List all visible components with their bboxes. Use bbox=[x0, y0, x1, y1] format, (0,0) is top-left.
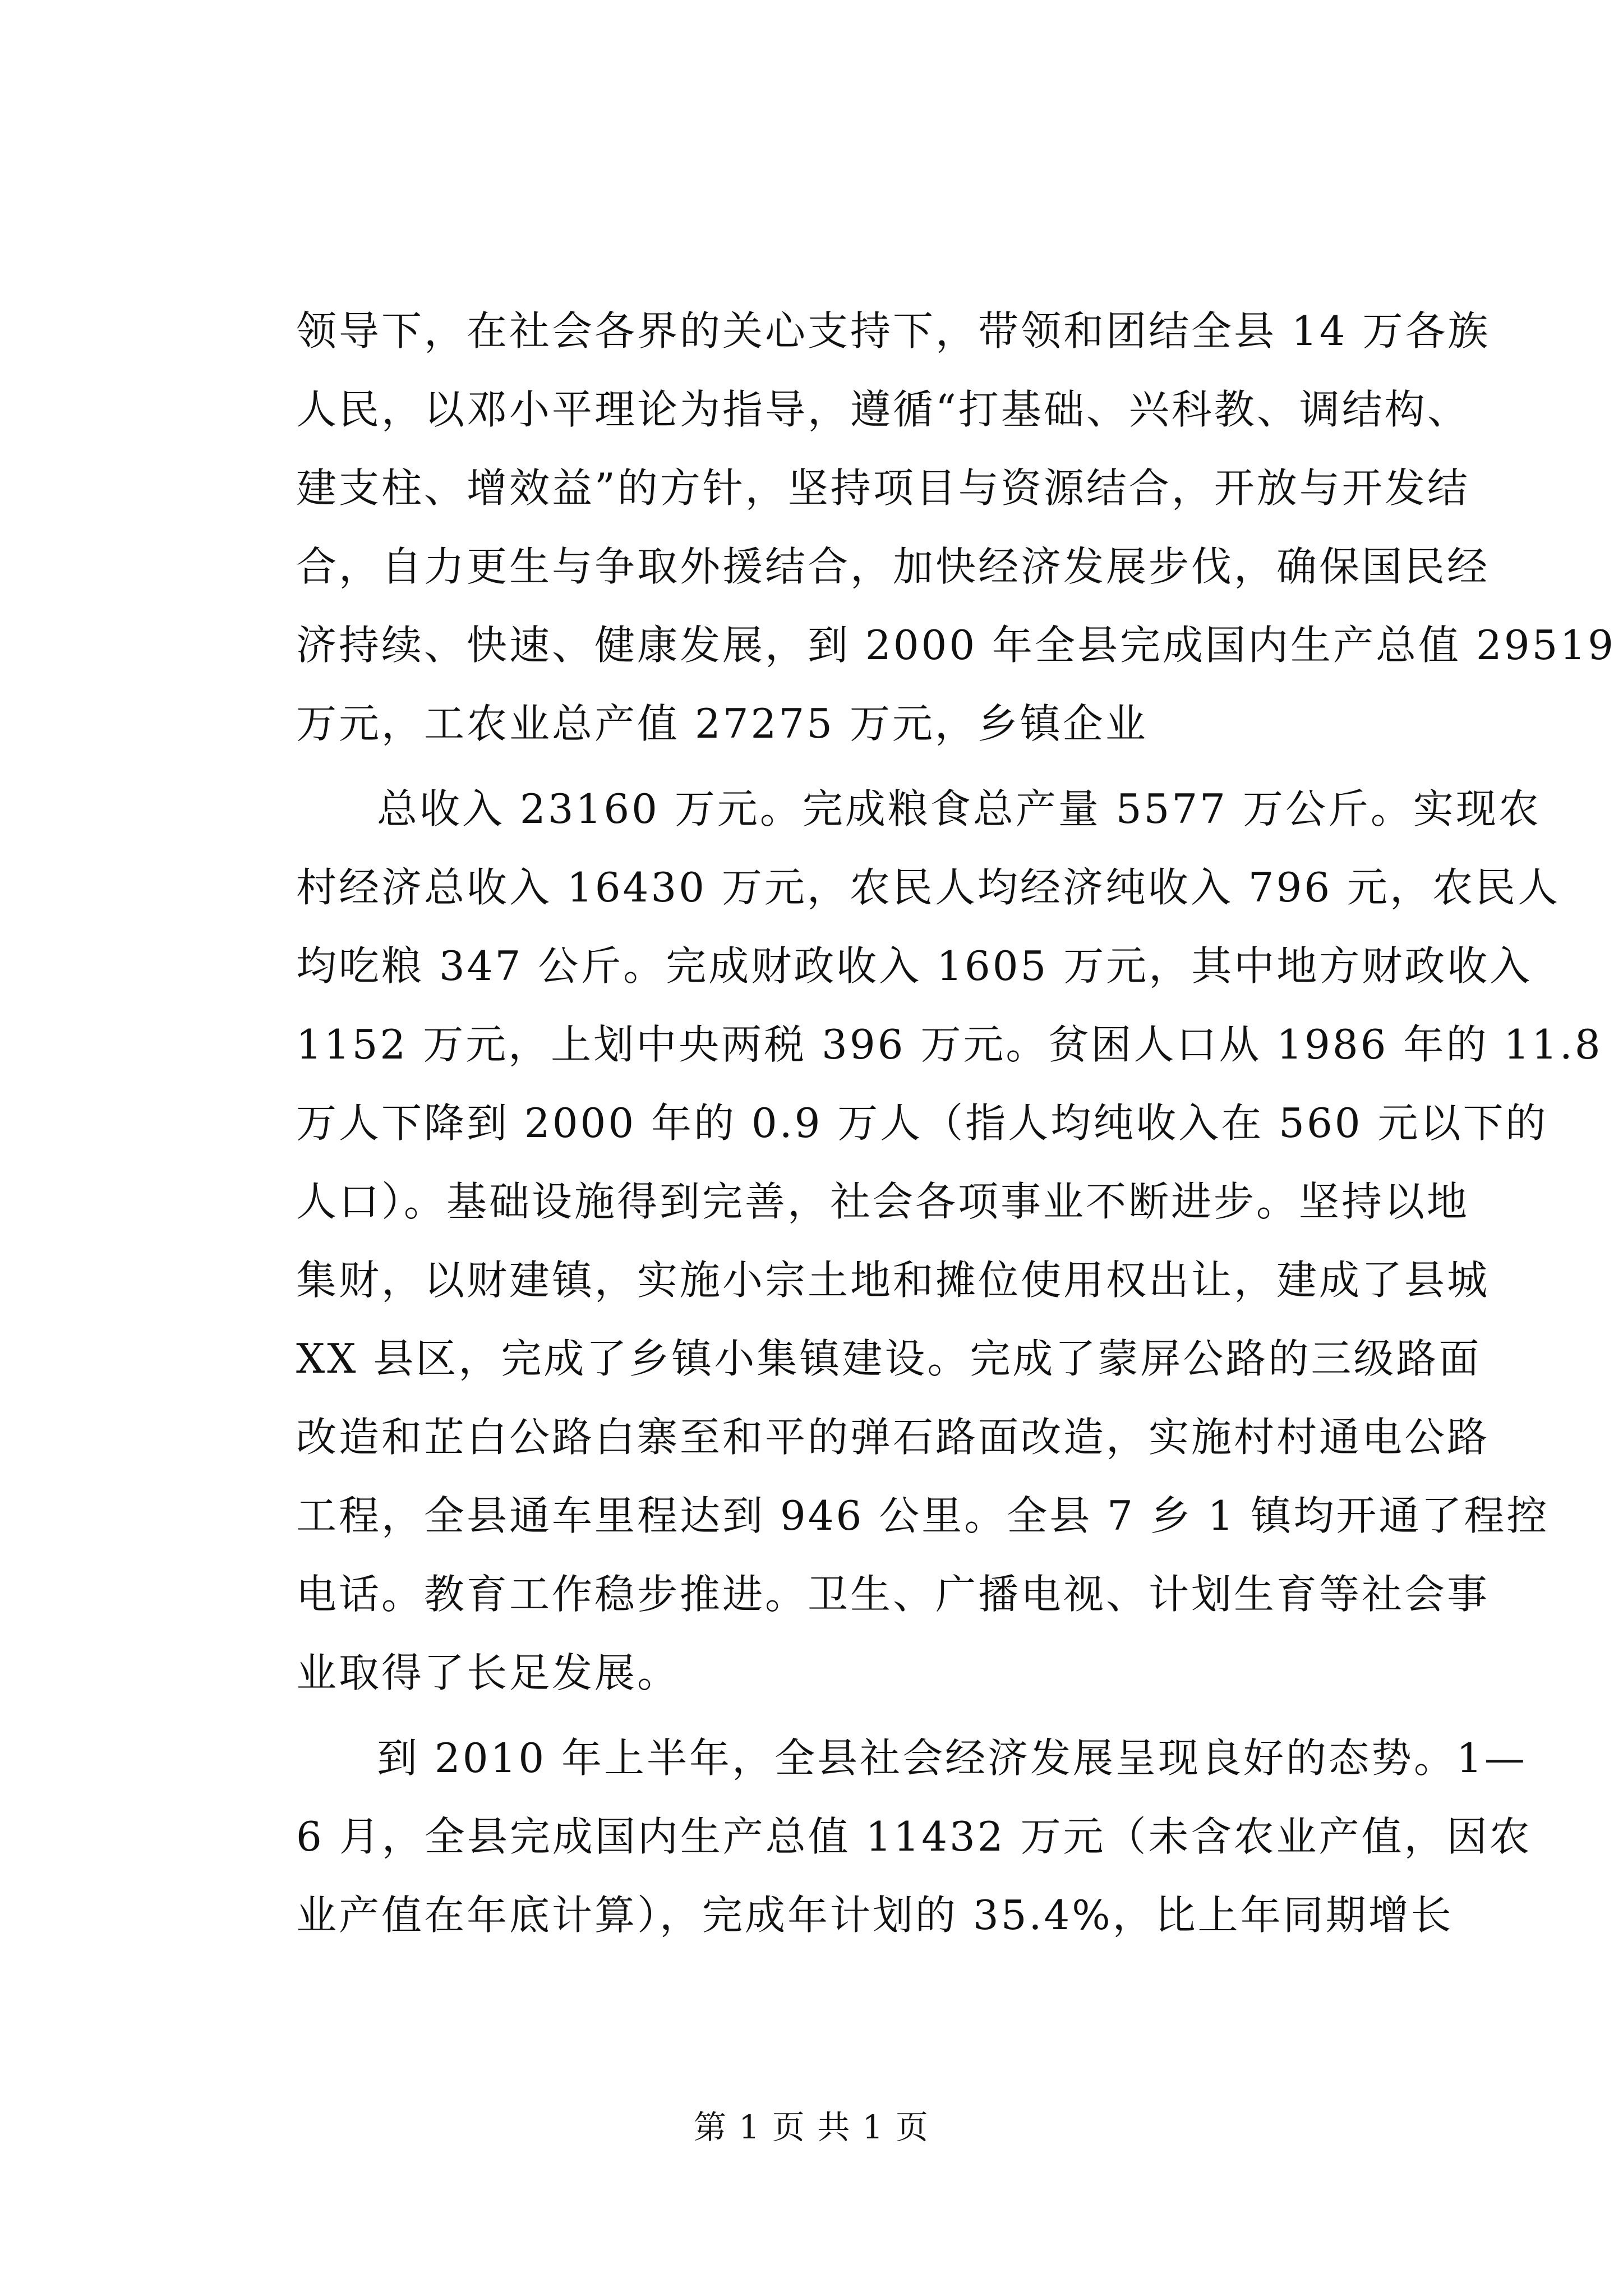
paragraph-3 bbox=[296, 1719, 1532, 1954]
document-body bbox=[296, 292, 1616, 1954]
text-line: 村经济总收入 16430 万元，农民人均经济纯收入 796 元，农民人 bbox=[296, 864, 1561, 911]
paragraph-2 bbox=[296, 770, 1603, 1712]
text-line: 均吃粮 347 公斤。完成财政收入 1605 万元，其中地方财政收入 bbox=[296, 942, 1533, 990]
text-line: 领导下，在社会各界的关心支持下，带领和团结全县 14 万各族 bbox=[296, 307, 1491, 355]
text-line: 人民，以邓小平理论为指导，遵循“打基础、兴科教、调结构、 bbox=[296, 386, 1470, 433]
text-line: 万人下降到 2000 年的 0.9 万人（指人均纯收入在 560 元以下的 bbox=[296, 1099, 1548, 1147]
text-line: 业产值在年底计算），完成年计划的 35.4%，比上年同期增长 bbox=[296, 1892, 1454, 1939]
text-line: 合，自力更生与争取外援结合，加快经济发展步伐，确保国民经 bbox=[296, 543, 1490, 590]
text-line: 电话。教育工作稳步推进。卫生、广播电视、计划生育等社会事 bbox=[296, 1571, 1490, 1618]
text-line: XX 县区，完成了乡镇小集镇建设。完成了蒙屏公路的三级路面 bbox=[296, 1335, 1482, 1382]
text-line: 6 月，全县完成国内生产总值 11432 万元（未含农业产值，因农 bbox=[296, 1813, 1532, 1860]
text-line: 改造和芷白公路白寨至和平的弹石路面改造，实施村村通电公路 bbox=[296, 1414, 1490, 1461]
text-line: 万元，工农业总产值 27275 万元，乡镇企业 bbox=[296, 700, 1148, 747]
page-footer bbox=[0, 2101, 1623, 2148]
text-line: 总收入 23160 万元。完成粮食总产量 5577 万公斤。实现农 bbox=[377, 785, 1541, 832]
text-line: 业取得了长足发展。 bbox=[296, 1649, 680, 1696]
text-line: 人口）。基础设施得到完善，社会各项事业不断进步。坚持以地 bbox=[296, 1178, 1470, 1225]
text-line: 集财，以财建镇，实施小宗土地和摊位使用权出让，建成了县城 bbox=[296, 1257, 1490, 1304]
paragraph-1 bbox=[296, 292, 1616, 763]
text-line: 到 2010 年上半年，全县社会经济发展呈现良好的态势。1— bbox=[377, 1734, 1527, 1782]
text-line: 1152 万元，上划中央两税 396 万元。贫困人口从 1986 年的 11.8 bbox=[296, 1021, 1603, 1068]
text-line: 建支柱、增效益”的方针，坚持项目与资源结合，开放与开发结 bbox=[296, 464, 1470, 512]
text-line: 工程，全县通车里程达到 946 公里。全县 7 乡 1 镇均开通了程控 bbox=[296, 1492, 1550, 1539]
page-number-label: 第 1 页 共 1 页 bbox=[694, 2108, 929, 2146]
text-line: 济持续、快速、健康发展，到 2000 年全县完成国内生产总值 29519 bbox=[296, 622, 1616, 669]
